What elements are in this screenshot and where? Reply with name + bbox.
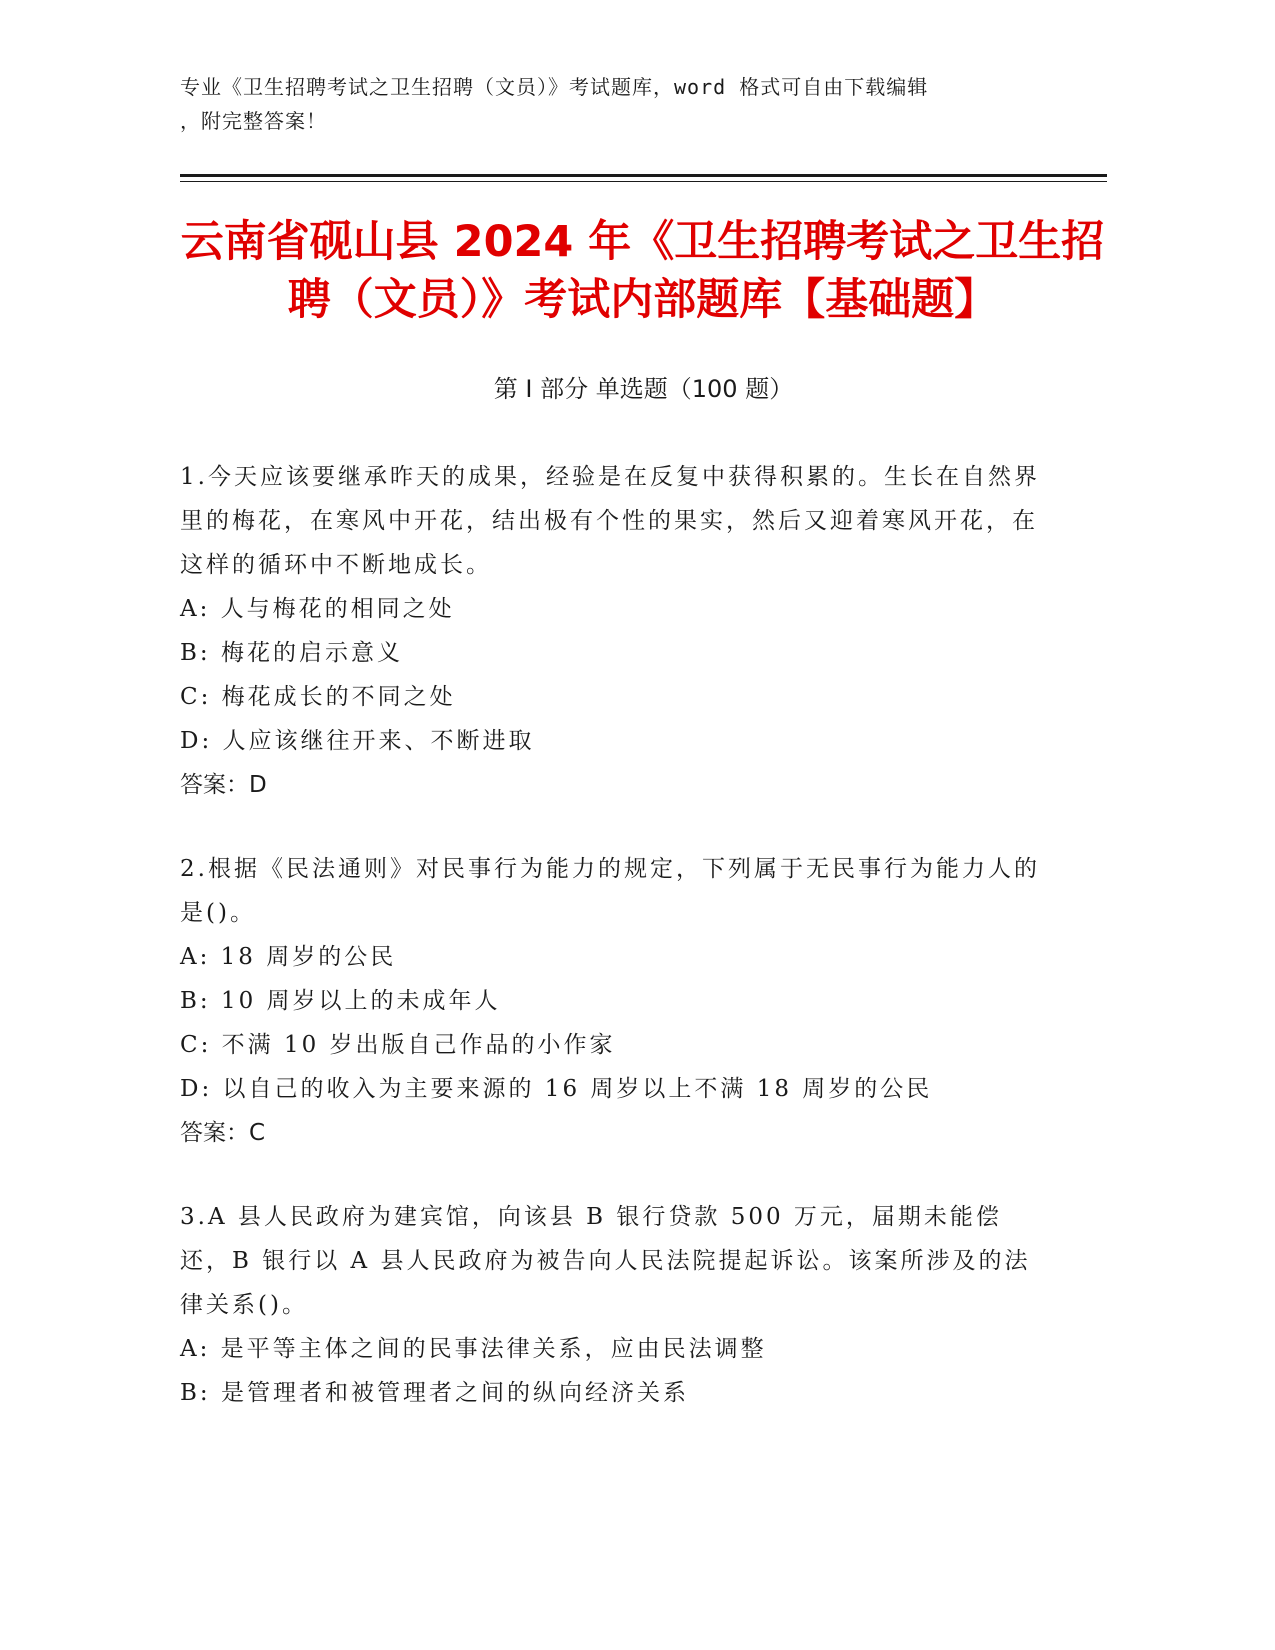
question-1 xyxy=(180,455,1050,807)
option-d: D: 人应该继往开来、不断进取 xyxy=(180,728,535,754)
option-b: B: 是管理者和被管理者之间的纵向经济关系 xyxy=(180,1380,689,1406)
option-a: A: 是平等主体之间的民事法律关系，应由民法调整 xyxy=(180,1336,767,1362)
header-divider-thick xyxy=(180,174,1107,177)
header-note: 专业《卫生招聘考试之卫生招聘（文员）》考试题库，word 格式可自由下载编辑 ，附完整答案！ xyxy=(180,75,929,133)
option-a: A: 18 周岁的公民 xyxy=(180,944,397,970)
answer: 答案：C xyxy=(180,1120,266,1146)
question-stem: 3.A 县人民政府为建宾馆，向该县 B 银行贷款 500 万元，届期未能偿还，B 银行以 A 县人民政府为被告向人民法院提起诉讼。该案所涉及的法律关系()。 xyxy=(180,1204,1031,1318)
question-list xyxy=(180,455,1050,1455)
section-heading: 第 I 部分 单选题（100 题） xyxy=(493,375,794,403)
option-b: B: 10 周岁以上的未成年人 xyxy=(180,988,501,1014)
header-divider-thin xyxy=(180,181,1107,182)
question-stem: 2.根据《民法通则》对民事行为能力的规定，下列属于无民事行为能力人的是()。 xyxy=(180,856,1040,926)
option-d: D: 以自己的收入为主要来源的 16 周岁以上不满 18 周岁的公民 xyxy=(180,1076,933,1102)
question-3 xyxy=(180,1195,1050,1415)
document-title: 云南省砚山县 2024 年《卫生招聘考试之卫生招聘（文员）》考试内部题库【基础题】 xyxy=(180,217,1105,325)
question-2 xyxy=(180,847,1050,1155)
question-stem: 1.今天应该要继承昨天的成果，经验是在反复中获得积累的。生长在自然界里的梅花，在寒风中开花，结出极有个性的果实，然后又迎着寒风开花，在这样的循环中不断地成长。 xyxy=(180,464,1040,578)
option-a: A: 人与梅花的相同之处 xyxy=(180,596,455,622)
option-c: C: 不满 10 岁出版自己作品的小作家 xyxy=(180,1032,616,1058)
answer: 答案：D xyxy=(180,772,267,798)
option-b: B: 梅花的启示意义 xyxy=(180,640,403,666)
option-c: C: 梅花成长的不同之处 xyxy=(180,684,456,710)
